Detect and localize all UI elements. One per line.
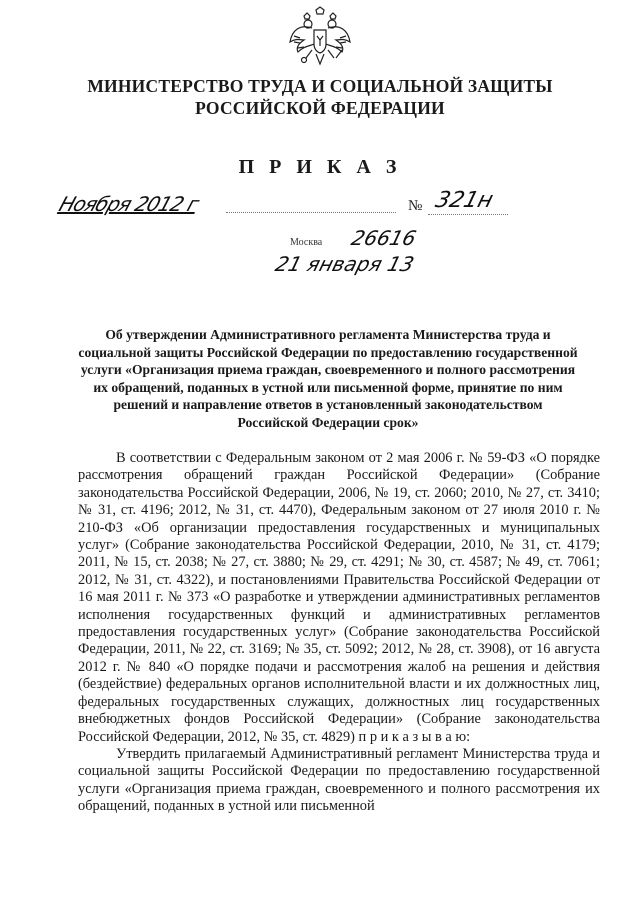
order-number-handwritten: 321н <box>432 188 496 213</box>
body-paragraph-2: Утвердить прилагаемый Административный регламент Министерства труда и социальной защиты Российской Федерации по предоставлению государственной услуги «Организация приема граждан, своевременного и полного рассмотрения их обращений, поданных в устной или письменной <box>78 745 600 815</box>
order-date-handwritten: Ноября 2012 г <box>56 192 202 216</box>
number-dotted-line <box>428 214 508 215</box>
registration-date-handwritten: 21 января 13 <box>272 252 417 276</box>
order-number-label: № <box>408 198 423 214</box>
date-dotted-line <box>226 212 396 213</box>
order-subject: Об утверждении Административного регламента Министерства труда и социальной защиты Российской Федерации по предоставлению государственной услуги «Организация приема граждан, своевременного и полного рассмотрения их обращений, поданных в устной или письменной форме, принятие по ним решений и направление ответов в установленный законодательством Российской Федерации срок» <box>78 327 578 430</box>
ministry-name-line1: МИНИСТЕРСТВО ТРУДА И СОЦИАЛЬНОЙ ЗАЩИТЫ <box>87 76 553 96</box>
registration-number-handwritten: 26616 <box>348 226 419 250</box>
coat-of-arms-icon <box>286 6 354 72</box>
city-label: Москва <box>290 237 323 248</box>
order-title: П Р И К А З <box>238 156 402 178</box>
order-body <box>78 450 600 816</box>
ministry-name-line2: РОССИЙСКОЙ ФЕДЕРАЦИИ <box>195 98 445 118</box>
body-paragraph-1: В соответствии с Федеральным законом от 2 мая 2006 г. № 59-ФЗ «О порядке рассмотрения обращений граждан Российской Федерации» (Собрание законодательства Российской Федерации, 2006, № 19, ст. 2060; 2010, № 27, ст. 3410; № 31, ст. 4196; 2012, № 31, ст. 4470), Федеральным законом от 27 июля 2010 г. № 210-ФЗ «Об организации предоставления государственных и муниципальных услуг» (Собрание законодательства Российской Федерации, 2010, № 31, ст. 4179; 2011, № 15, ст. 2038; № 27, ст. 3880; № 29, ст. 4291; № 30, ст. 4587; № 49, ст. 7061; 2012, № 31, ст. 4322), и постановлениями Правительства Российской Федерации от 16 мая 2011 г. № 373 «О разработке и утверждении административных регламентов исполнения государственных функций и административных регламентов предоставления государственных услуг» (Собрание законодательства Российской Федерации, 2011, № 22, ст. 3169; № 35, ст. 5092; 2012, № 28, ст. 3908), от 16 августа 2012 г. № 840 «О порядке подачи и рассмотрения жалоб на решения и действия (бездействие) федеральных органов исполнительной власти и их должностных лиц, федеральных государственных служащих, должностных лиц государственных внебюджетных фондов Российской Федерации» (Собрание законодательства Российской Федерации, 2012, № 35, ст. 4829) п р и к а з ы в а ю: <box>78 450 600 745</box>
